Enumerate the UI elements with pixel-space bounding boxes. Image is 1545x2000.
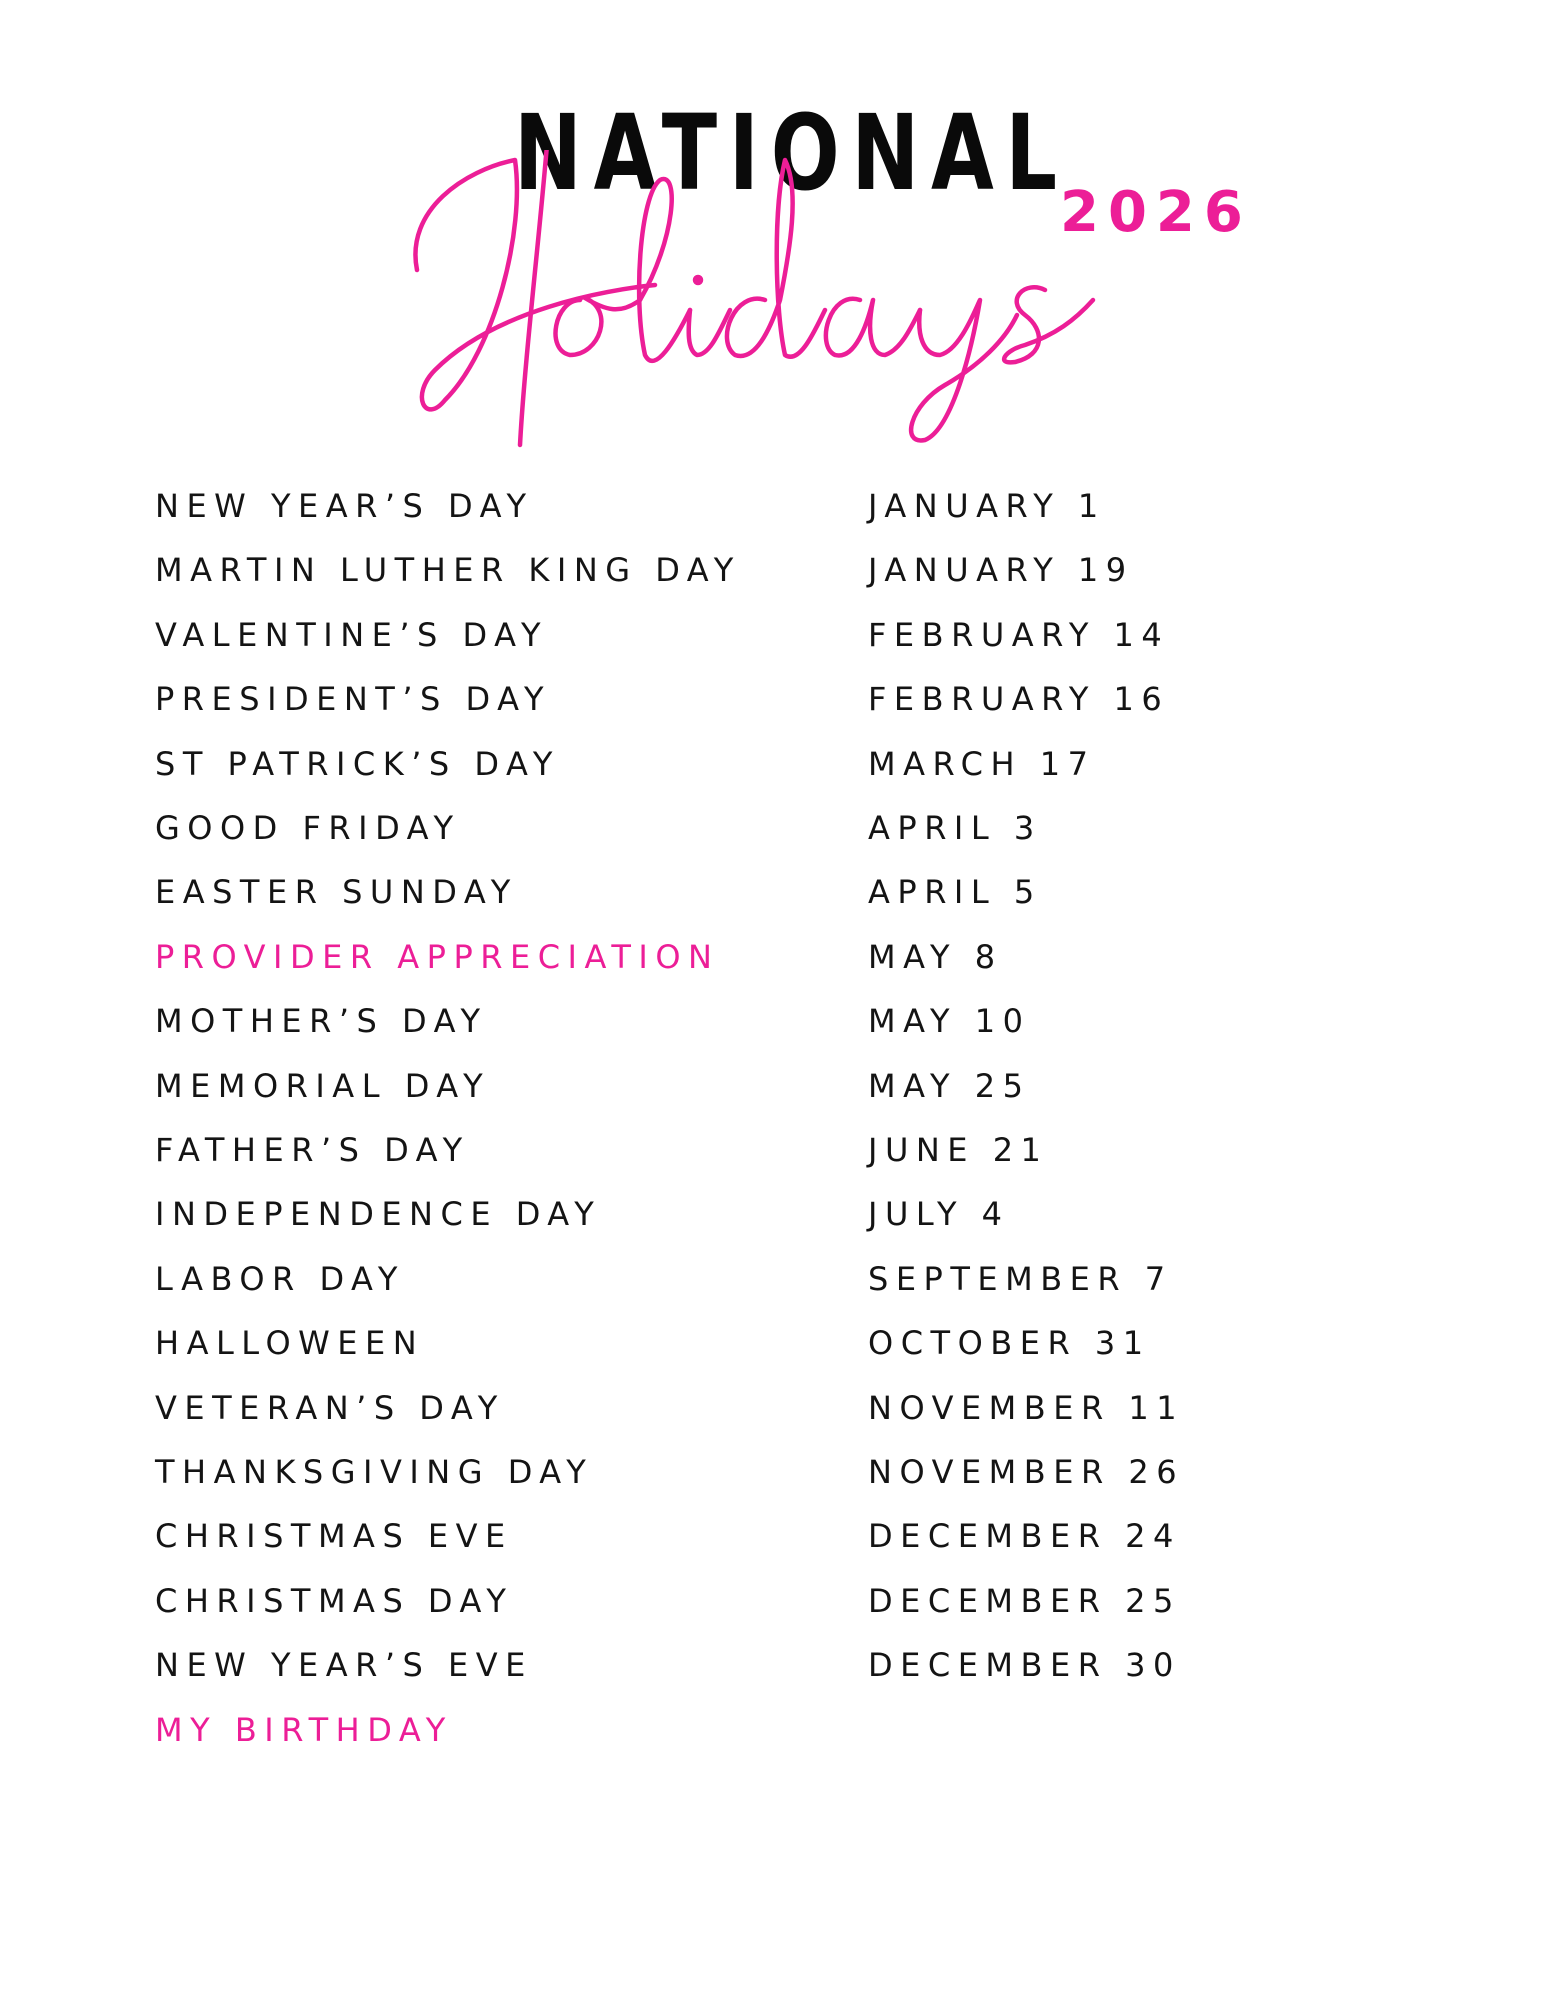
- holiday-row: [0, 1706, 1545, 1754]
- holiday-row: [0, 997, 1545, 1045]
- holiday-row: [0, 1319, 1545, 1367]
- holiday-row: [0, 1577, 1545, 1625]
- holiday-row: [0, 1512, 1545, 1560]
- holiday-row: [0, 611, 1545, 659]
- holiday-name: MOTHER’S DAY: [155, 1002, 488, 1041]
- holiday-date: APRIL 5: [868, 873, 1042, 912]
- holiday-row: [0, 1062, 1545, 1110]
- holiday-date: SEPTEMBER 7: [868, 1259, 1173, 1298]
- holiday-date: NOVEMBER 11: [868, 1388, 1185, 1427]
- holiday-date: MARCH 17: [868, 744, 1096, 783]
- holiday-row: [0, 675, 1545, 723]
- holiday-row: [0, 482, 1545, 530]
- holiday-name: CHRISTMAS DAY: [155, 1581, 514, 1620]
- holiday-row: [0, 1641, 1545, 1689]
- holiday-row: [0, 868, 1545, 916]
- holiday-date: JULY 4: [868, 1195, 1010, 1234]
- holiday-date: FEBRUARY 14: [868, 615, 1170, 654]
- holiday-name: EASTER SUNDAY: [155, 873, 518, 912]
- holiday-date: JANUARY 19: [868, 551, 1134, 590]
- holiday-row: [0, 804, 1545, 852]
- holiday-name: INDEPENDENCE DAY: [155, 1195, 602, 1234]
- holiday-name: CHRISTMAS EVE: [155, 1517, 513, 1556]
- holiday-row: [0, 1190, 1545, 1238]
- holiday-date: JUNE 21: [868, 1131, 1049, 1169]
- holiday-name: VALENTINE’S DAY: [155, 615, 549, 654]
- holiday-date: MAY 10: [868, 1002, 1031, 1041]
- holiday-date: DECEMBER 30: [868, 1646, 1181, 1685]
- holiday-row: [0, 1448, 1545, 1496]
- holiday-row: [0, 1255, 1545, 1303]
- holiday-date: OCTOBER 31: [868, 1324, 1151, 1363]
- holiday-date: DECEMBER 25: [868, 1581, 1181, 1620]
- holiday-row: [0, 1126, 1545, 1174]
- holiday-name: PRESIDENT’S DAY: [155, 680, 552, 719]
- holiday-date: JANUARY 1: [868, 487, 1106, 525]
- holiday-date: NOVEMBER 26: [868, 1453, 1185, 1491]
- holiday-row: [0, 740, 1545, 788]
- holiday-date: FEBRUARY 16: [868, 680, 1170, 719]
- holiday-name: GOOD FRIDAY: [155, 809, 461, 847]
- holiday-name: MEMORIAL DAY: [155, 1066, 491, 1105]
- holiday-name: FATHER’S DAY: [155, 1131, 470, 1169]
- holiday-name: LABOR DAY: [155, 1259, 405, 1298]
- holiday-name: PROVIDER APPRECIATION: [155, 937, 720, 976]
- holiday-row: [0, 933, 1545, 981]
- holiday-name: MY BIRTHDAY: [155, 1710, 453, 1749]
- holiday-name: HALLOWEEN: [155, 1324, 425, 1363]
- holiday-date: DECEMBER 24: [868, 1517, 1181, 1556]
- holiday-name: VETERAN’S DAY: [155, 1388, 505, 1427]
- holiday-row: [0, 546, 1545, 594]
- holiday-name: ST PATRICK’S DAY: [155, 744, 560, 783]
- holiday-name: MARTIN LUTHER KING DAY: [155, 551, 741, 590]
- holiday-date: MAY 8: [868, 937, 1003, 976]
- holiday-name: NEW YEAR’S EVE: [155, 1646, 533, 1685]
- title-year: 2026: [1060, 180, 1252, 245]
- holiday-date: MAY 25: [868, 1066, 1031, 1105]
- holiday-row: [0, 1384, 1545, 1432]
- title-national: NATIONAL: [514, 92, 1069, 214]
- holiday-name: THANKSGIVING DAY: [155, 1453, 594, 1491]
- holiday-name: NEW YEAR’S DAY: [155, 487, 534, 525]
- holiday-date: APRIL 3: [868, 809, 1042, 847]
